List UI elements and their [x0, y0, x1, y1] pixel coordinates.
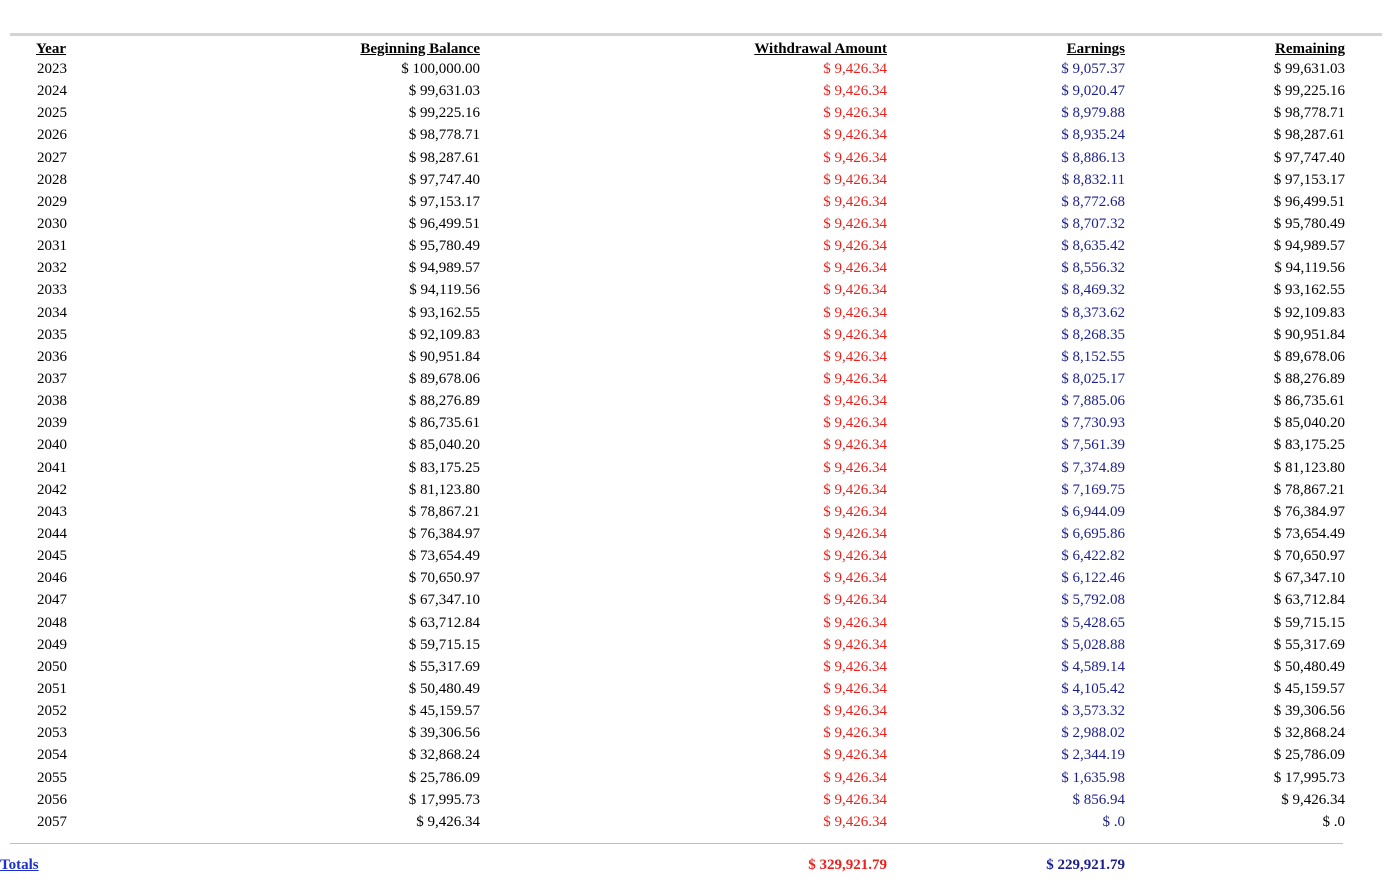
- cell-withdrawal-amount: $ 9,426.34: [823, 193, 887, 210]
- table-row: [10, 412, 1345, 434]
- cell-beginning-balance: $ 99,225.16: [408, 105, 480, 122]
- cell-year: 2047: [37, 592, 67, 609]
- cell-withdrawal-amount: $ 9,426.34: [823, 61, 887, 78]
- table-row: [10, 479, 1345, 501]
- table-row: [10, 368, 1345, 390]
- cell-withdrawal-amount: $ 9,426.34: [823, 326, 887, 343]
- cell-earnings: $ 6,944.09: [1061, 503, 1125, 520]
- cell-beginning-balance: $ 67,347.10: [408, 592, 480, 609]
- table-row: [10, 102, 1345, 124]
- cell-beginning-balance: $ 76,384.97: [408, 526, 480, 543]
- cell-year: 2029: [37, 193, 67, 210]
- cell-remaining: $ 67,347.10: [1273, 570, 1345, 587]
- withdrawal-schedule-table: [10, 36, 1345, 833]
- cell-remaining: $ 55,317.69: [1273, 636, 1345, 653]
- cell-remaining: $ 96,499.51: [1273, 193, 1345, 210]
- cell-beginning-balance: $ 17,995.73: [408, 791, 480, 808]
- cell-earnings: $ 5,792.08: [1061, 592, 1125, 609]
- cell-year: 2039: [37, 415, 67, 432]
- cell-remaining: $ 89,678.06: [1273, 348, 1345, 365]
- cell-earnings: $ 8,152.55: [1061, 348, 1125, 365]
- cell-earnings: $ 8,886.13: [1061, 149, 1125, 166]
- cell-beginning-balance: $ 70,650.97: [408, 570, 480, 587]
- cell-withdrawal-amount: $ 9,426.34: [823, 216, 887, 233]
- cell-withdrawal-amount: $ 9,426.34: [823, 260, 887, 277]
- table-row: [10, 213, 1345, 235]
- cell-remaining: $ 83,175.25: [1273, 437, 1345, 454]
- cell-year: 2027: [37, 149, 67, 166]
- table-row: [10, 545, 1345, 567]
- cell-beginning-balance: $ 93,162.55: [408, 304, 480, 321]
- table-row: [10, 744, 1345, 766]
- table-row: [10, 589, 1345, 611]
- cell-earnings: $ 7,374.89: [1061, 459, 1125, 476]
- cell-beginning-balance: $ 81,123.80: [408, 481, 480, 498]
- cell-withdrawal-amount: $ 9,426.34: [823, 127, 887, 144]
- header-remaining: Remaining: [1274, 41, 1345, 57]
- cell-beginning-balance: $ 86,735.61: [408, 415, 480, 432]
- cell-withdrawal-amount: $ 9,426.34: [823, 437, 887, 454]
- table-row: [10, 811, 1345, 833]
- cell-earnings: $ 5,028.88: [1061, 636, 1125, 653]
- cell-remaining: $ 86,735.61: [1273, 393, 1345, 410]
- cell-year: 2053: [37, 725, 67, 742]
- cell-year: 2054: [37, 747, 67, 764]
- cell-year: 2045: [37, 548, 67, 565]
- table-row: [10, 346, 1345, 368]
- cell-withdrawal-amount: $ 9,426.34: [823, 371, 887, 388]
- cell-remaining: $ 9,426.34: [1281, 791, 1345, 808]
- cell-withdrawal-amount: $ 9,426.34: [823, 481, 887, 498]
- cell-beginning-balance: $ 89,678.06: [408, 371, 480, 388]
- cell-year: 2043: [37, 503, 67, 520]
- cell-beginning-balance: $ 88,276.89: [408, 393, 480, 410]
- cell-beginning-balance: $ 63,712.84: [408, 614, 480, 631]
- header-earnings: Earnings: [1066, 41, 1125, 57]
- cell-year: 2024: [37, 83, 67, 100]
- cell-earnings: $ 8,935.24: [1061, 127, 1125, 144]
- cell-year: 2038: [37, 393, 67, 410]
- totals-row: [0, 857, 1388, 879]
- table-row: [10, 58, 1345, 80]
- cell-earnings: $ 1,635.98: [1061, 769, 1125, 786]
- cell-year: 2026: [37, 127, 67, 144]
- cell-earnings: $ 7,169.75: [1061, 481, 1125, 498]
- cell-earnings: $ 8,707.32: [1061, 216, 1125, 233]
- table-row: [10, 567, 1345, 589]
- cell-earnings: $ 4,589.14: [1061, 658, 1125, 675]
- cell-remaining: $ 99,225.16: [1273, 83, 1345, 100]
- cell-remaining: $ 98,778.71: [1273, 105, 1345, 122]
- cell-remaining: $ 45,159.57: [1273, 681, 1345, 697]
- cell-earnings: $ 7,730.93: [1061, 415, 1125, 432]
- cell-year: 2040: [37, 437, 67, 454]
- table-row: [10, 235, 1345, 257]
- cell-beginning-balance: $ 39,306.56: [408, 725, 480, 742]
- cell-year: 2028: [37, 171, 67, 188]
- table-row: [10, 257, 1345, 279]
- cell-withdrawal-amount: $ 9,426.34: [823, 282, 887, 299]
- cell-withdrawal-amount: $ 9,426.34: [823, 415, 887, 432]
- cell-year: 2034: [37, 304, 67, 321]
- table-row: [10, 722, 1345, 744]
- cell-year: 2046: [37, 570, 67, 587]
- table-row: [10, 634, 1345, 656]
- cell-remaining: $ 88,276.89: [1273, 371, 1345, 388]
- cell-withdrawal-amount: $ 9,426.34: [823, 636, 887, 653]
- table-header-row: [10, 36, 1345, 58]
- cell-remaining: $ 85,040.20: [1273, 415, 1345, 432]
- cell-earnings: $ 8,979.88: [1061, 105, 1125, 122]
- cell-earnings: $ 5,428.65: [1061, 614, 1125, 631]
- cell-withdrawal-amount: $ 9,426.34: [823, 570, 887, 587]
- cell-withdrawal-amount: $ 9,426.34: [823, 393, 887, 410]
- cell-beginning-balance: $ 98,287.61: [408, 149, 480, 166]
- cell-remaining: $ 97,747.40: [1273, 149, 1345, 166]
- cell-remaining: $ 59,715.15: [1273, 614, 1345, 631]
- cell-earnings: $ 2,988.02: [1061, 725, 1125, 742]
- cell-remaining: $ 39,306.56: [1273, 703, 1345, 720]
- cell-beginning-balance: $ 97,153.17: [408, 193, 480, 210]
- cell-withdrawal-amount: $ 9,426.34: [823, 348, 887, 365]
- cell-year: 2033: [37, 282, 67, 299]
- cell-beginning-balance: $ 98,778.71: [408, 127, 480, 144]
- table-row: [10, 124, 1345, 146]
- cell-earnings: $ 8,469.32: [1061, 282, 1125, 299]
- table-row: [10, 612, 1345, 634]
- totals-divider: [10, 843, 1343, 844]
- cell-year: 2030: [37, 216, 67, 233]
- cell-remaining: $ 98,287.61: [1273, 127, 1345, 144]
- table-row: [10, 523, 1345, 545]
- cell-earnings: $ 8,635.42: [1061, 238, 1125, 255]
- cell-remaining: $ 63,712.84: [1273, 592, 1345, 609]
- table-row: [10, 656, 1345, 678]
- cell-year: 2056: [37, 791, 67, 808]
- cell-earnings: $ 2,344.19: [1061, 747, 1125, 764]
- cell-year: 2057: [37, 813, 67, 830]
- cell-earnings: $ 7,561.39: [1061, 437, 1125, 454]
- cell-beginning-balance: $ 99,631.03: [408, 83, 480, 100]
- cell-earnings: $ 7,885.06: [1061, 393, 1125, 410]
- table-row: [10, 324, 1345, 346]
- cell-beginning-balance: $ 59,715.15: [408, 636, 480, 653]
- totals-link[interactable]: Totals: [0, 857, 39, 873]
- cell-remaining: $ 90,951.84: [1273, 326, 1345, 343]
- cell-year: 2031: [37, 238, 67, 255]
- table-row: [10, 767, 1345, 789]
- cell-earnings: $ 3,573.32: [1061, 703, 1125, 720]
- cell-earnings: $ .0: [1102, 813, 1125, 830]
- cell-withdrawal-amount: $ 9,426.34: [823, 238, 887, 255]
- cell-remaining: $ .0: [1322, 813, 1345, 830]
- table-row: [10, 147, 1345, 169]
- cell-remaining: $ 76,384.97: [1273, 503, 1345, 520]
- cell-beginning-balance: $ 92,109.83: [408, 326, 480, 343]
- cell-year: 2048: [37, 614, 67, 631]
- table-row: [10, 302, 1345, 324]
- cell-earnings: $ 6,122.46: [1061, 570, 1125, 587]
- table-row: [10, 191, 1345, 213]
- cell-earnings: $ 8,268.35: [1061, 326, 1125, 343]
- cell-beginning-balance: $ 97,747.40: [408, 171, 480, 188]
- cell-earnings: $ 9,020.47: [1061, 83, 1125, 100]
- header-withdrawal-amount: Withdrawal Amount: [754, 41, 887, 57]
- earnings-total: $ 229,921.79: [1046, 857, 1125, 873]
- cell-remaining: $ 70,650.97: [1273, 548, 1345, 565]
- cell-beginning-balance: $ 95,780.49: [408, 238, 480, 255]
- cell-withdrawal-amount: $ 9,426.34: [823, 83, 887, 100]
- cell-earnings: $ 8,772.68: [1061, 193, 1125, 210]
- cell-withdrawal-amount: $ 9,426.34: [823, 304, 887, 321]
- cell-remaining: $ 94,989.57: [1273, 238, 1345, 255]
- cell-withdrawal-amount: $ 9,426.34: [823, 769, 887, 786]
- cell-beginning-balance: $ 90,951.84: [408, 348, 480, 365]
- cell-year: 2055: [37, 769, 67, 786]
- cell-withdrawal-amount: $ 9,426.34: [823, 105, 887, 122]
- cell-earnings: $ 6,695.86: [1061, 526, 1125, 543]
- table-row: [10, 279, 1345, 301]
- cell-earnings: $ 4,105.42: [1061, 681, 1125, 697]
- cell-earnings: $ 8,832.11: [1061, 171, 1125, 188]
- cell-earnings: $ 6,422.82: [1061, 548, 1125, 565]
- cell-beginning-balance: $ 9,426.34: [416, 813, 480, 830]
- cell-remaining: $ 81,123.80: [1273, 459, 1345, 476]
- cell-beginning-balance: $ 73,654.49: [408, 548, 480, 565]
- table-row: [10, 169, 1345, 191]
- table-row: [10, 457, 1345, 479]
- table-row: [10, 678, 1345, 700]
- cell-withdrawal-amount: $ 9,426.34: [823, 813, 887, 830]
- cell-year: 2037: [37, 371, 67, 388]
- table-row: [10, 789, 1345, 811]
- cell-withdrawal-amount: $ 9,426.34: [823, 592, 887, 609]
- cell-beginning-balance: $ 45,159.57: [408, 703, 480, 720]
- cell-withdrawal-amount: $ 9,426.34: [823, 149, 887, 166]
- cell-withdrawal-amount: $ 9,426.34: [823, 747, 887, 764]
- table-row: [10, 700, 1345, 722]
- cell-year: 2051: [37, 681, 67, 697]
- cell-withdrawal-amount: $ 9,426.34: [823, 681, 887, 697]
- cell-beginning-balance: $ 25,786.09: [408, 769, 480, 786]
- cell-remaining: $ 73,654.49: [1273, 526, 1345, 543]
- cell-year: 2035: [37, 326, 67, 343]
- cell-beginning-balance: $ 94,119.56: [409, 282, 480, 299]
- cell-remaining: $ 95,780.49: [1273, 216, 1345, 233]
- header-year: Year: [36, 41, 66, 57]
- cell-year: 2044: [37, 526, 67, 543]
- cell-remaining: $ 99,631.03: [1273, 61, 1345, 78]
- cell-remaining: $ 97,153.17: [1273, 171, 1345, 188]
- cell-year: 2052: [37, 703, 67, 720]
- cell-beginning-balance: $ 100,000.00: [401, 61, 480, 78]
- cell-remaining: $ 17,995.73: [1273, 769, 1345, 786]
- cell-remaining: $ 50,480.49: [1273, 658, 1345, 675]
- cell-year: 2050: [37, 658, 67, 675]
- table-row: [10, 434, 1345, 456]
- header-beginning-balance: Beginning Balance: [360, 41, 480, 57]
- cell-beginning-balance: $ 94,989.57: [408, 260, 480, 277]
- cell-earnings: $ 8,025.17: [1061, 371, 1125, 388]
- cell-withdrawal-amount: $ 9,426.34: [823, 459, 887, 476]
- cell-withdrawal-amount: $ 9,426.34: [823, 171, 887, 188]
- table-row: [10, 390, 1345, 412]
- cell-year: 2032: [37, 260, 67, 277]
- cell-beginning-balance: $ 78,867.21: [408, 503, 480, 520]
- cell-beginning-balance: $ 85,040.20: [408, 437, 480, 454]
- cell-earnings: $ 9,057.37: [1061, 61, 1125, 78]
- cell-beginning-balance: $ 50,480.49: [408, 681, 480, 697]
- withdrawal-total: $ 329,921.79: [808, 857, 887, 873]
- cell-beginning-balance: $ 83,175.25: [408, 459, 480, 476]
- cell-withdrawal-amount: $ 9,426.34: [823, 614, 887, 631]
- cell-earnings: $ 856.94: [1072, 791, 1125, 808]
- cell-beginning-balance: $ 96,499.51: [408, 216, 480, 233]
- cell-year: 2036: [37, 348, 67, 365]
- cell-withdrawal-amount: $ 9,426.34: [823, 791, 887, 808]
- table-row: [10, 501, 1345, 523]
- cell-year: 2041: [37, 459, 67, 476]
- cell-year: 2023: [37, 61, 67, 78]
- cell-remaining: $ 93,162.55: [1273, 282, 1345, 299]
- cell-earnings: $ 8,556.32: [1061, 260, 1125, 277]
- cell-withdrawal-amount: $ 9,426.34: [823, 548, 887, 565]
- cell-remaining: $ 32,868.24: [1273, 725, 1345, 742]
- cell-year: 2049: [37, 636, 67, 653]
- cell-year: 2042: [37, 481, 67, 498]
- cell-year: 2025: [37, 105, 67, 122]
- cell-withdrawal-amount: $ 9,426.34: [823, 658, 887, 675]
- cell-withdrawal-amount: $ 9,426.34: [823, 526, 887, 543]
- cell-withdrawal-amount: $ 9,426.34: [823, 703, 887, 720]
- table-body: [10, 58, 1345, 833]
- cell-beginning-balance: $ 32,868.24: [408, 747, 480, 764]
- cell-remaining: $ 78,867.21: [1273, 481, 1345, 498]
- table-row: [10, 80, 1345, 102]
- cell-beginning-balance: $ 55,317.69: [408, 658, 480, 675]
- cell-withdrawal-amount: $ 9,426.34: [823, 503, 887, 520]
- cell-remaining: $ 94,119.56: [1274, 260, 1345, 277]
- cell-remaining: $ 25,786.09: [1273, 747, 1345, 764]
- cell-withdrawal-amount: $ 9,426.34: [823, 725, 887, 742]
- cell-remaining: $ 92,109.83: [1273, 304, 1345, 321]
- cell-earnings: $ 8,373.62: [1061, 304, 1125, 321]
